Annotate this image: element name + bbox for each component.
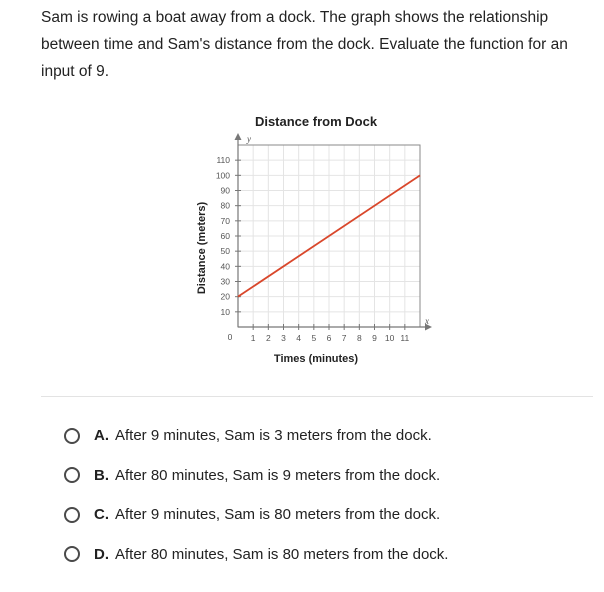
x-tick-label: 11 <box>400 333 410 343</box>
y-axis-arrow <box>235 133 242 140</box>
chart-ticks <box>216 155 410 343</box>
y-tick-label: 30 <box>220 276 230 287</box>
y-tick-label: 70 <box>220 215 230 226</box>
y-tick-label: 80 <box>220 200 230 211</box>
option-d[interactable] <box>64 535 448 575</box>
y-tick-label: 40 <box>220 261 230 272</box>
radio-a[interactable] <box>64 428 80 444</box>
x-tick-label: 7 <box>341 333 347 343</box>
origin-label: 0 <box>227 332 233 342</box>
x-tick-label: 8 <box>356 333 362 343</box>
x-tick-label: 5 <box>311 333 317 343</box>
y-tick-label: 90 <box>220 185 230 196</box>
chart-title: Distance from Dock <box>254 114 378 129</box>
option-a[interactable] <box>64 416 448 456</box>
x-tick-label: 4 <box>296 333 302 343</box>
distance-chart <box>190 108 450 370</box>
option-c[interactable] <box>64 495 448 535</box>
x-axis-label: Times (minutes) <box>273 353 359 365</box>
x-tick-label: 1 <box>250 333 256 343</box>
radio-b[interactable] <box>64 467 80 483</box>
y-tick-label: 50 <box>220 246 230 257</box>
x-axis-letter: x <box>425 316 429 326</box>
question-text: Sam is rowing a boat away from a dock. The graph shows the relationship between time and Sam's distance from the dock. Evaluate the function for an input of 9. <box>41 9 568 80</box>
option-d-letter: D. <box>94 545 109 563</box>
y-tick-label: 110 <box>216 155 230 166</box>
chart-svg <box>190 108 450 370</box>
y-axis-letter: y <box>247 134 251 144</box>
x-tick-label: 9 <box>372 333 377 343</box>
y-tick-label: 20 <box>220 291 230 302</box>
option-d-text: After 80 minutes, Sam is 80 meters from the dock. <box>115 545 449 563</box>
chart-axes <box>235 133 433 331</box>
y-tick-label: 10 <box>220 306 230 317</box>
y-axis-label: Distance (meters) <box>196 201 208 295</box>
radio-d[interactable] <box>64 546 80 562</box>
y-tick-label: 100 <box>215 170 230 181</box>
option-b[interactable] <box>64 456 448 496</box>
option-b-text: After 80 minutes, Sam is 9 meters from the dock. <box>115 466 441 484</box>
y-tick-label: 60 <box>220 231 230 241</box>
option-a-text: After 9 minutes, Sam is 3 meters from the dock. <box>115 427 432 445</box>
x-tick-label: 6 <box>326 333 332 343</box>
option-c-text: After 9 minutes, Sam is 80 meters from the dock. <box>115 506 441 524</box>
option-b-letter: B. <box>94 466 109 484</box>
divider <box>41 396 593 397</box>
answer-options <box>64 416 448 574</box>
x-tick-label: 3 <box>281 333 286 343</box>
option-c-letter: C. <box>94 506 109 524</box>
x-tick-label: 2 <box>265 333 271 343</box>
x-tick-label: 10 <box>384 333 395 343</box>
radio-c[interactable] <box>64 507 80 523</box>
option-a-letter: A. <box>94 427 109 445</box>
